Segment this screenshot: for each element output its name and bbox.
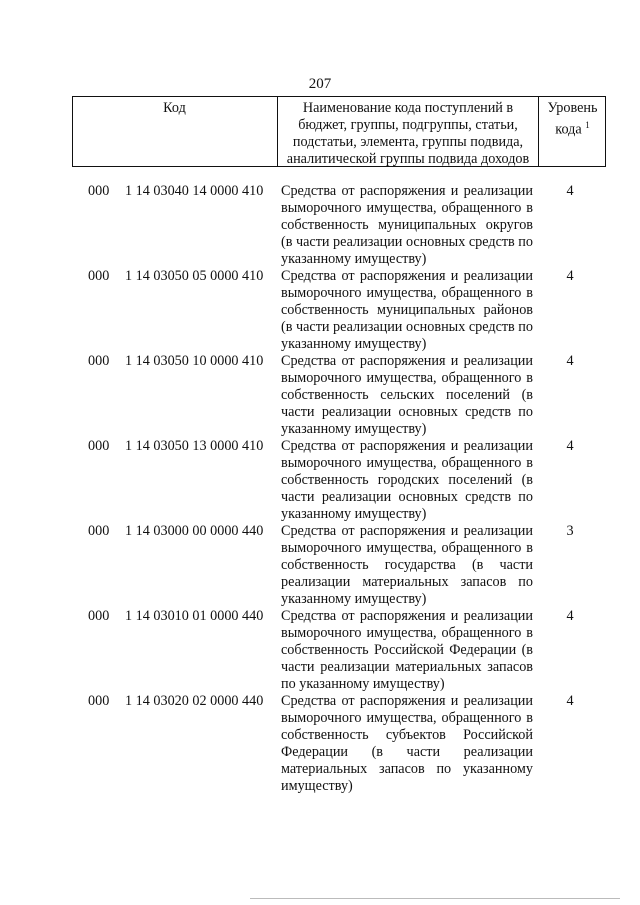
table-row (0, 693, 640, 795)
revenue-name: Средства от распоряжения и реализации выморочного имущества, обращенного в собственность муниципальных районов (в части реализации основных средств по указанному имуществу) (281, 268, 533, 352)
revenue-code: 1 14 03010 01 0000 440 (125, 608, 264, 624)
header-name-line: подстатьи, элемента, группы подвида, (292, 134, 524, 150)
revenue-code: 1 14 03040 14 0000 410 (125, 183, 264, 199)
table-row (0, 353, 640, 438)
code-level: 4 (566, 438, 574, 454)
admin-code: 000 (88, 693, 110, 709)
revenue-name: Средства от распоряжения и реализации выморочного имущества, обращенного в собственность субъектов Российской Федерации (в части реализации материальных запасов по указанному имуществу) (281, 693, 533, 794)
code-level: 4 (566, 608, 574, 624)
revenue-code: 1 14 03000 00 0000 440 (125, 523, 264, 539)
revenue-name: Средства от распоряжения и реализации выморочного имущества, обращенного в собственность городских поселений (в части реализации основных средств по указанному имуществу) (281, 438, 533, 522)
table-row (0, 268, 640, 353)
header-code: Код (163, 100, 186, 116)
admin-code: 000 (88, 268, 110, 284)
revenue-code: 1 14 03050 05 0000 410 (125, 268, 264, 284)
revenue-code: 1 14 03020 02 0000 440 (125, 693, 264, 709)
revenue-name: Средства от распоряжения и реализации выморочного имущества, обращенного в собственность муниципальных округов (в части реализации основных средств по указанному имуществу) (281, 183, 533, 267)
revenue-code: 1 14 03050 13 0000 410 (125, 438, 264, 454)
admin-code: 000 (88, 438, 110, 454)
page-number: 207 (308, 76, 332, 92)
code-level: 4 (566, 268, 574, 284)
header-name (278, 100, 538, 168)
revenue-name: Средства от распоряжения и реализации выморочного имущества, обращенного в собственность Российской Федерации (в части реализации материальных запасов по указанному имуществу) (281, 608, 533, 692)
header-level (539, 100, 606, 139)
admin-code: 000 (88, 183, 110, 199)
table-header (72, 96, 606, 167)
revenue-name: Средства от распоряжения и реализации выморочного имущества, обращенного в собственность сельских поселений (в части реализации основных средств по указанному имуществу) (281, 353, 533, 437)
header-level-line2 (539, 117, 606, 139)
scan-edge-line (250, 898, 620, 899)
code-level: 4 (566, 693, 574, 709)
table-row (0, 183, 640, 268)
admin-code: 000 (88, 523, 110, 539)
code-level: 4 (566, 183, 574, 199)
table-row (0, 608, 640, 693)
header-name-line: аналитической группы подвида доходов (286, 151, 530, 167)
header-name-line: Наименование кода поступлений в (302, 100, 514, 116)
header-top-rule (72, 96, 606, 97)
code-level: 4 (566, 353, 574, 369)
revenue-name: Средства от распоряжения и реализации выморочного имущества, обращенного в собственность государства (в части реализации материальных запасов по указанному имуществу) (281, 523, 533, 607)
revenue-code: 1 14 03050 10 0000 410 (125, 353, 264, 369)
header-level-line1: Уровень (547, 100, 598, 116)
table-row (0, 523, 640, 608)
header-level-footnote: 1 (585, 120, 590, 130)
table-body (0, 183, 640, 795)
admin-code: 000 (88, 353, 110, 369)
code-level: 3 (566, 523, 574, 539)
header-level-word: кода (555, 121, 582, 138)
table-row (0, 438, 640, 523)
header-name-line: бюджет, группы, подгруппы, статьи, (298, 117, 518, 133)
admin-code: 000 (88, 608, 110, 624)
